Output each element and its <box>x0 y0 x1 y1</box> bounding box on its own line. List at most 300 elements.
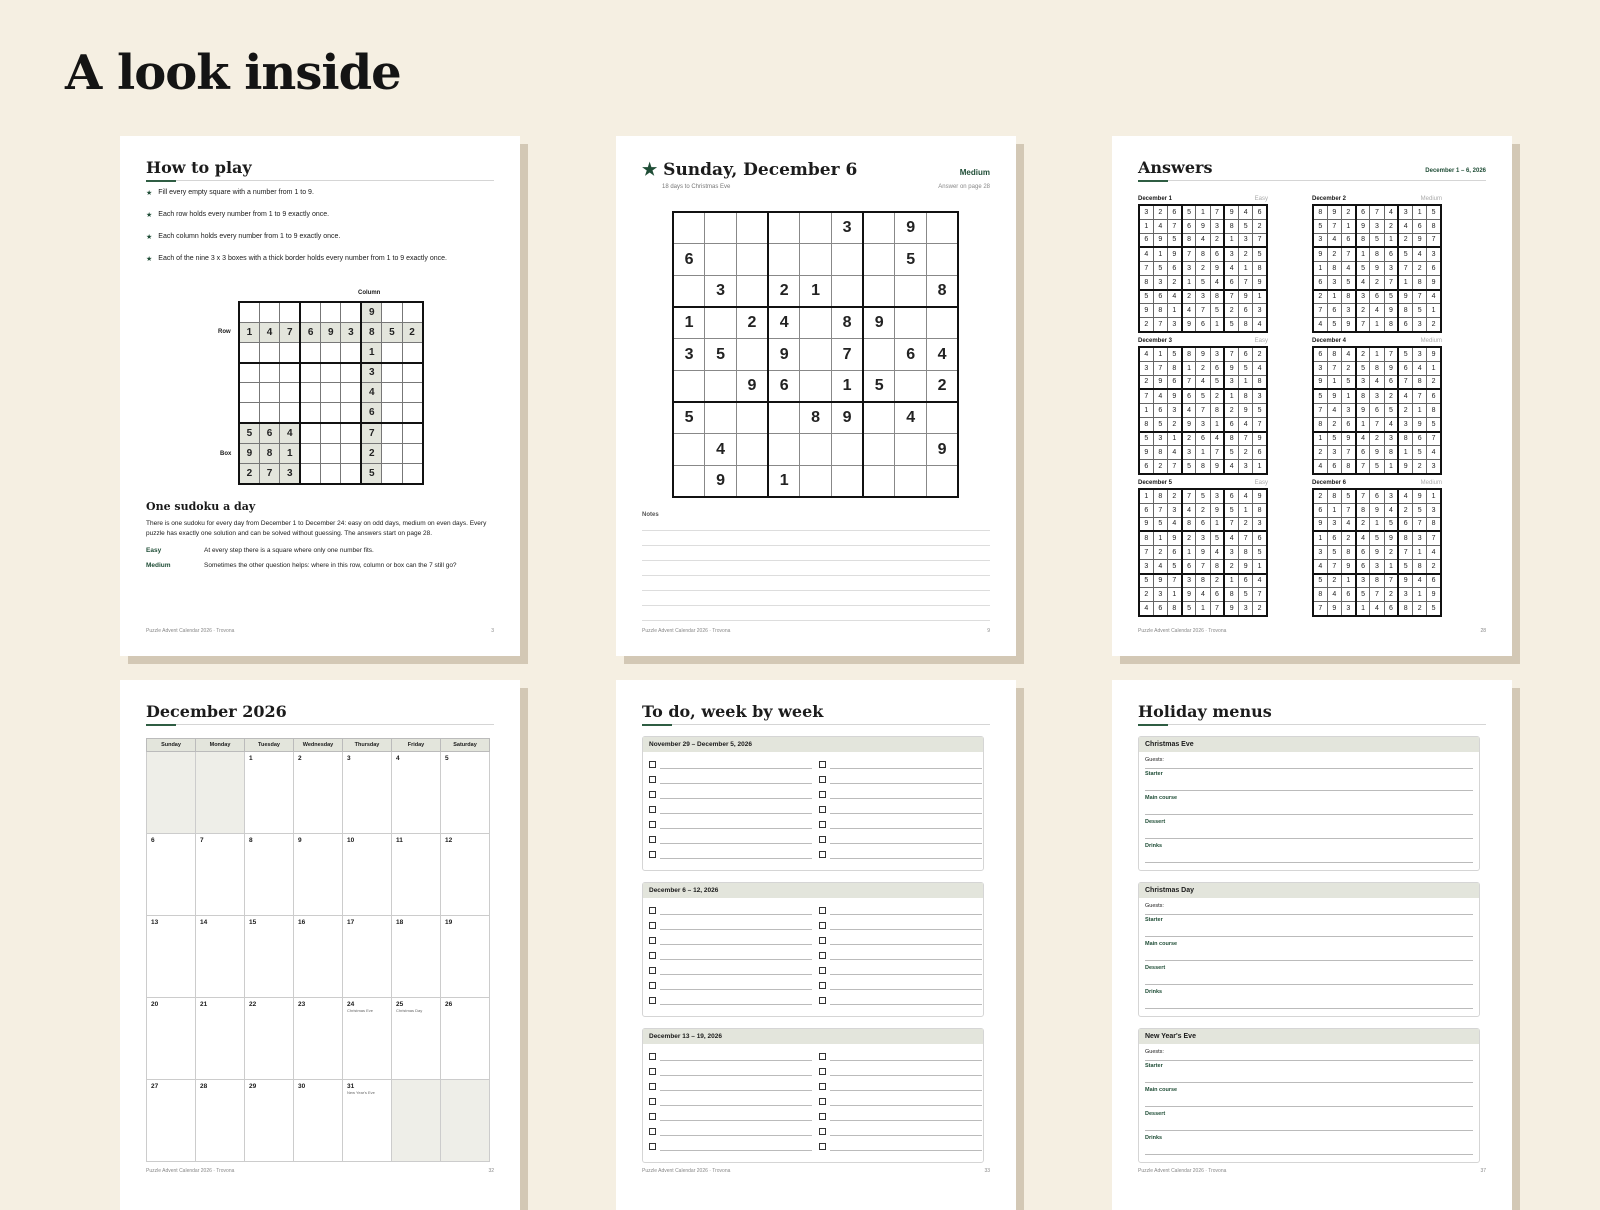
sudoku-cell <box>259 342 279 362</box>
sudoku-cell <box>280 342 300 362</box>
todo-line[interactable] <box>830 959 982 960</box>
sudoku-cell: 1 <box>1253 460 1267 474</box>
todo-checkbox[interactable] <box>649 776 656 783</box>
how-to-play-heading: How to play <box>146 158 252 177</box>
calendar-day[interactable]: 17 <box>343 916 392 998</box>
todo-checkbox[interactable] <box>819 1143 826 1150</box>
sudoku-cell: 4 <box>1427 290 1441 304</box>
sudoku-cell <box>673 275 705 307</box>
todo-line[interactable] <box>660 813 812 814</box>
sudoku-cell: 9 <box>1139 446 1153 460</box>
sudoku-cell: 4 <box>1398 219 1412 233</box>
todo-line[interactable] <box>830 1090 982 1091</box>
calendar-day[interactable]: 29 <box>245 1080 294 1162</box>
todo-checkbox[interactable] <box>819 836 826 843</box>
sudoku-cell <box>736 339 768 371</box>
sudoku-cell: 9 <box>1413 417 1427 431</box>
sudoku-cell: 9 <box>1253 432 1267 446</box>
sudoku-cell: 9 <box>1327 389 1341 403</box>
sudoku-cell: 4 <box>1370 375 1384 389</box>
todo-line[interactable] <box>660 914 812 915</box>
todo-line[interactable] <box>830 768 982 769</box>
sudoku-cell: 9 <box>736 370 768 402</box>
sudoku-cell: 5 <box>1356 361 1370 375</box>
sudoku-cell: 5 <box>1398 347 1412 361</box>
calendar-day[interactable]: 3 <box>343 752 392 834</box>
calendar-day[interactable]: 23 <box>294 998 343 1080</box>
sudoku-cell <box>736 275 768 307</box>
calendar-day[interactable]: 14 <box>196 916 245 998</box>
calendar-day[interactable] <box>196 752 245 834</box>
menu-field[interactable]: Guests: <box>1145 757 1473 769</box>
todo-line[interactable] <box>830 1135 982 1136</box>
sudoku-cell: 5 <box>1167 347 1181 361</box>
sudoku-cell: 3 <box>705 275 737 307</box>
sudoku-cell: 5 <box>1224 503 1238 517</box>
calendar-heading: December 2026 <box>146 702 287 721</box>
todo-checkbox[interactable] <box>819 982 826 989</box>
todo-checkbox[interactable] <box>819 806 826 813</box>
sudoku-cell: 8 <box>1427 219 1441 233</box>
menu-field[interactable]: Drinks <box>1145 843 1473 863</box>
sudoku-cell <box>768 212 800 244</box>
sudoku-cell <box>382 443 402 463</box>
todo-checkbox[interactable] <box>649 937 656 944</box>
sudoku-cell: 8 <box>1182 347 1196 361</box>
calendar-day[interactable]: 31 New Year's Eve <box>343 1080 392 1162</box>
sudoku-cell: 3 <box>1427 460 1441 474</box>
todo-line[interactable] <box>830 798 982 799</box>
sudoku-cell: 1 <box>1341 219 1355 233</box>
sudoku-cell: 9 <box>1313 247 1327 261</box>
todo-checkbox[interactable] <box>819 997 826 1004</box>
sudoku-cell: 9 <box>1427 275 1441 289</box>
sudoku-cell: 6 <box>1384 375 1398 389</box>
calendar-day[interactable]: 20 <box>147 998 196 1080</box>
todo-checkbox[interactable] <box>649 982 656 989</box>
todo-line[interactable] <box>660 974 812 975</box>
sudoku-cell <box>321 464 341 484</box>
sudoku-cell: 3 <box>1153 275 1167 289</box>
calendar-day[interactable]: 1 <box>245 752 294 834</box>
sudoku-cell <box>341 443 361 463</box>
sudoku-cell: 5 <box>1239 588 1253 602</box>
sudoku-cell: 5 <box>1341 489 1355 503</box>
todo-checkbox[interactable] <box>819 1053 826 1060</box>
todo-checkbox[interactable] <box>819 922 826 929</box>
todo-line[interactable] <box>660 1120 812 1121</box>
todo-checkbox[interactable] <box>649 952 656 959</box>
sudoku-cell: 4 <box>1139 347 1153 361</box>
todo-checkbox[interactable] <box>649 997 656 1004</box>
todo-line[interactable] <box>830 1075 982 1076</box>
calendar-day[interactable]: 30 <box>294 1080 343 1162</box>
todo-line[interactable] <box>830 1060 982 1061</box>
sudoku-cell: 2 <box>1327 574 1341 588</box>
sudoku-cell: 7 <box>1224 290 1238 304</box>
sudoku-cell: 9 <box>1427 347 1441 361</box>
menu-field[interactable]: Starter <box>1145 917 1473 937</box>
todo-line[interactable] <box>830 828 982 829</box>
todo-checkbox[interactable] <box>649 1098 656 1105</box>
sudoku-cell: 5 <box>1239 219 1253 233</box>
sudoku-cell <box>768 434 800 466</box>
todo-checkbox[interactable] <box>819 907 826 914</box>
todo-checkbox[interactable] <box>649 791 656 798</box>
todo-checkbox[interactable] <box>819 952 826 959</box>
todo-line[interactable] <box>830 858 982 859</box>
sudoku-cell <box>895 307 927 339</box>
sudoku-cell: 9 <box>1153 375 1167 389</box>
sudoku-cell: 1 <box>1253 290 1267 304</box>
sudoku-cell <box>800 212 832 244</box>
sudoku-cell: 3 <box>1239 460 1253 474</box>
answer-grid <box>1312 488 1442 617</box>
sudoku-cell <box>800 339 832 371</box>
sudoku-cell: 7 <box>1196 304 1210 318</box>
todo-line[interactable] <box>660 1004 812 1005</box>
menu-field[interactable]: Drinks <box>1145 1135 1473 1155</box>
todo-checkbox[interactable] <box>819 821 826 828</box>
sudoku-cell: 1 <box>1253 559 1267 573</box>
sudoku-cell: 6 <box>1413 219 1427 233</box>
week-heading: December 6 – 12, 2026 <box>643 883 983 898</box>
sudoku-cell: 8 <box>1139 275 1153 289</box>
sudoku-cell: 7 <box>1153 318 1167 332</box>
todo-line[interactable] <box>830 1120 982 1121</box>
todo-line[interactable] <box>830 783 982 784</box>
sudoku-cell: 2 <box>1356 304 1370 318</box>
calendar-day[interactable]: 15 <box>245 916 294 998</box>
sudoku-cell: 4 <box>895 402 927 434</box>
answer-level: Easy <box>1254 338 1268 344</box>
todo-checkbox[interactable] <box>819 1128 826 1135</box>
calendar-day[interactable]: 22 <box>245 998 294 1080</box>
sudoku-cell: 3 <box>1253 304 1267 318</box>
menu-field[interactable]: Starter <box>1145 1063 1473 1083</box>
menu-field[interactable]: Main course <box>1145 795 1473 815</box>
sudoku-cell: 5 <box>1253 545 1267 559</box>
todo-checkbox[interactable] <box>819 1083 826 1090</box>
sudoku-cell: 6 <box>1356 545 1370 559</box>
sudoku-cell <box>402 342 422 362</box>
todo-checkbox[interactable] <box>649 1083 656 1090</box>
todo-checkbox[interactable] <box>649 806 656 813</box>
sudoku-cell: 7 <box>1224 347 1238 361</box>
todo-line[interactable] <box>830 914 982 915</box>
sudoku-cell: 5 <box>382 322 402 342</box>
page-december-calendar <box>120 680 520 1210</box>
todo-checkbox[interactable] <box>649 821 656 828</box>
sudoku-cell: 7 <box>1384 275 1398 289</box>
sudoku-cell: 8 <box>1313 205 1327 219</box>
sudoku-cell <box>705 212 737 244</box>
calendar-day[interactable]: 21 <box>196 998 245 1080</box>
sudoku-cell: 1 <box>1153 531 1167 545</box>
sudoku-cell <box>382 383 402 403</box>
todo-checkbox[interactable] <box>819 851 826 858</box>
todo-line[interactable] <box>660 959 812 960</box>
sudoku-cell: 3 <box>1313 361 1327 375</box>
sudoku-cell: 7 <box>1356 318 1370 332</box>
sudoku-cell: 7 <box>1239 275 1253 289</box>
sudoku-cell: 9 <box>1196 545 1210 559</box>
todo-checkbox[interactable] <box>819 937 826 944</box>
sudoku-cell: 7 <box>1356 460 1370 474</box>
todo-checkbox[interactable] <box>649 851 656 858</box>
sudoku-cell <box>280 383 300 403</box>
todo-line[interactable] <box>660 1105 812 1106</box>
calendar-day[interactable]: 28 <box>196 1080 245 1162</box>
sudoku-cell: 2 <box>361 443 381 463</box>
sudoku-cell: 1 <box>1224 574 1238 588</box>
sudoku-cell: 7 <box>1224 517 1238 531</box>
todo-line[interactable] <box>830 944 982 945</box>
todo-line[interactable] <box>830 1150 982 1151</box>
todo-line[interactable] <box>660 929 812 930</box>
sudoku-cell: 3 <box>361 363 381 383</box>
todo-checkbox[interactable] <box>819 791 826 798</box>
sudoku-cell: 9 <box>1313 375 1327 389</box>
calendar-day[interactable]: 25 Christmas Day <box>392 998 441 1080</box>
answer-grid <box>1312 346 1442 475</box>
sudoku-cell: 2 <box>1341 205 1355 219</box>
sudoku-cell: 7 <box>1313 304 1327 318</box>
todo-line[interactable] <box>660 798 812 799</box>
menu-field[interactable]: Main course <box>1145 941 1473 961</box>
todo-line[interactable] <box>660 1135 812 1136</box>
sudoku-cell: 2 <box>1167 417 1181 431</box>
sudoku-cell: 3 <box>280 464 300 484</box>
rules-list <box>146 189 506 277</box>
sudoku-cell: 1 <box>768 466 800 498</box>
todo-checkbox[interactable] <box>819 967 826 974</box>
calendar-day[interactable]: 12 <box>441 834 490 916</box>
sudoku-cell: 8 <box>1196 460 1210 474</box>
sudoku-cell: 4 <box>1196 375 1210 389</box>
todo-checkbox[interactable] <box>649 1068 656 1075</box>
calendar-day[interactable]: 8 <box>245 834 294 916</box>
answer-level: Medium <box>1420 480 1442 486</box>
todo-line[interactable] <box>830 989 982 990</box>
sudoku-cell: 7 <box>1167 574 1181 588</box>
sudoku-cell: 9 <box>1341 559 1355 573</box>
sudoku-cell: 9 <box>1224 602 1238 616</box>
todo-checkbox[interactable] <box>649 967 656 974</box>
calendar-day[interactable]: 24 Christmas Eve <box>343 998 392 1080</box>
sudoku-cell: 8 <box>1327 489 1341 503</box>
todo-line[interactable] <box>830 929 982 930</box>
todo-line[interactable] <box>660 944 812 945</box>
todo-checkbox[interactable] <box>649 907 656 914</box>
sudoku-cell: 8 <box>1384 446 1398 460</box>
sudoku-cell: 5 <box>1153 517 1167 531</box>
star-icon: ★ <box>146 234 153 241</box>
sudoku-cell: 8 <box>1384 318 1398 332</box>
sudoku-cell <box>402 443 422 463</box>
sudoku-cell: 5 <box>1313 574 1327 588</box>
todo-checkbox[interactable] <box>649 836 656 843</box>
todo-checkbox[interactable] <box>649 1113 656 1120</box>
sudoku-cell: 4 <box>1398 389 1412 403</box>
sudoku-cell: 8 <box>1341 460 1355 474</box>
sudoku-cell <box>673 466 705 498</box>
todo-line[interactable] <box>660 828 812 829</box>
answer-level: Easy <box>1254 480 1268 486</box>
calendar-day[interactable]: 6 <box>147 834 196 916</box>
todo-line[interactable] <box>660 1150 812 1151</box>
todo-line[interactable] <box>660 843 812 844</box>
menu-field[interactable]: Main course <box>1145 1087 1473 1107</box>
sudoku-cell: 6 <box>1167 375 1181 389</box>
sudoku-cell: 9 <box>1239 403 1253 417</box>
sudoku-cell: 6 <box>1139 233 1153 247</box>
sudoku-cell: 8 <box>1253 261 1267 275</box>
todo-line[interactable] <box>660 768 812 769</box>
menu-field[interactable]: Dessert <box>1145 965 1473 985</box>
sudoku-cell: 5 <box>1370 460 1384 474</box>
sudoku-cell <box>300 302 320 322</box>
sudoku-cell <box>705 402 737 434</box>
sudoku-cell <box>927 402 959 434</box>
sudoku-cell: 2 <box>1398 233 1412 247</box>
calendar-day[interactable]: 18 <box>392 916 441 998</box>
sudoku-cell: 1 <box>800 275 832 307</box>
sudoku-cell: 1 <box>1239 503 1253 517</box>
calendar-day[interactable]: 4 <box>392 752 441 834</box>
sudoku-cell: 3 <box>1196 290 1210 304</box>
sudoku-cell: 3 <box>1182 261 1196 275</box>
sudoku-cell: 3 <box>1196 531 1210 545</box>
sudoku-cell: 9 <box>1327 205 1341 219</box>
sudoku-cell: 1 <box>1196 446 1210 460</box>
menu-field[interactable]: Drinks <box>1145 989 1473 1009</box>
sudoku-cell <box>402 302 422 322</box>
sudoku-cell: 7 <box>1413 517 1427 531</box>
todo-line[interactable] <box>660 783 812 784</box>
sudoku-cell: 7 <box>1370 588 1384 602</box>
todo-checkbox[interactable] <box>649 1143 656 1150</box>
calendar-day[interactable]: 13 <box>147 916 196 998</box>
todo-line[interactable] <box>660 989 812 990</box>
calendar-day[interactable]: 2 <box>294 752 343 834</box>
sudoku-cell: 4 <box>1224 460 1238 474</box>
sudoku-cell: 6 <box>1239 347 1253 361</box>
sudoku-cell: 8 <box>1224 219 1238 233</box>
sudoku-cell: 2 <box>927 370 959 402</box>
page-footer: Puzzle Advent Calendar 2026 · Trovona 28 <box>1138 628 1486 634</box>
menu-field[interactable]: Guests: <box>1145 903 1473 915</box>
calendar-event: Christmas Day <box>396 1008 423 1013</box>
sudoku-cell: 3 <box>1370 389 1384 403</box>
sudoku-cell: 6 <box>1139 460 1153 474</box>
sudoku-cell: 2 <box>1398 503 1412 517</box>
sudoku-cell: 9 <box>1210 460 1224 474</box>
sudoku-cell: 4 <box>1384 205 1398 219</box>
sudoku-cell: 9 <box>1313 517 1327 531</box>
menu-field[interactable]: Guests: <box>1145 1049 1473 1061</box>
todo-checkbox[interactable] <box>649 761 656 768</box>
sudoku-cell: 3 <box>673 339 705 371</box>
sudoku-cell: 7 <box>1327 219 1341 233</box>
todo-checkbox[interactable] <box>819 761 826 768</box>
todo-line[interactable] <box>660 858 812 859</box>
sudoku-cell: 7 <box>1413 389 1427 403</box>
calendar-day[interactable]: 10 <box>343 834 392 916</box>
menu-field[interactable]: Dessert <box>1145 1111 1473 1131</box>
menu-heading: Christmas Day <box>1139 883 1479 898</box>
sudoku-cell: 9 <box>1167 247 1181 261</box>
sudoku-cell: 1 <box>1370 517 1384 531</box>
answer-reference: Answer on page 28 <box>938 184 990 190</box>
calendar-day[interactable]: 5 <box>441 752 490 834</box>
todo-checkbox[interactable] <box>649 1053 656 1060</box>
sudoku-cell: 6 <box>1253 531 1267 545</box>
sudoku-cell: 5 <box>1224 318 1238 332</box>
sudoku-cell: 2 <box>1370 432 1384 446</box>
sudoku-cell: 5 <box>1153 417 1167 431</box>
menu-field[interactable]: Dessert <box>1145 819 1473 839</box>
week-heading: December 13 – 19, 2026 <box>643 1029 983 1044</box>
sudoku-cell: 4 <box>1182 503 1196 517</box>
calendar-day[interactable]: 9 <box>294 834 343 916</box>
todo-checkbox[interactable] <box>649 1128 656 1135</box>
sudoku-cell: 6 <box>1427 261 1441 275</box>
todo-checkbox[interactable] <box>649 922 656 929</box>
todo-line[interactable] <box>660 1090 812 1091</box>
calendar-day[interactable]: 11 <box>392 834 441 916</box>
sudoku-cell: 5 <box>1196 275 1210 289</box>
todo-line[interactable] <box>660 1060 812 1061</box>
medium-row: Medium Sometimes the other question helps: where in this row, column or box can the 7 still go? <box>146 561 457 569</box>
sudoku-cell: 1 <box>1427 489 1441 503</box>
calendar-day[interactable]: 16 <box>294 916 343 998</box>
todo-checkbox[interactable] <box>819 776 826 783</box>
sudoku-cell: 4 <box>1239 417 1253 431</box>
calendar-day[interactable] <box>147 752 196 834</box>
todo-checkbox[interactable] <box>819 1098 826 1105</box>
todo-line[interactable] <box>830 974 982 975</box>
todo-line[interactable] <box>830 843 982 844</box>
calendar-day[interactable]: 19 <box>441 916 490 998</box>
todo-line[interactable] <box>830 1004 982 1005</box>
sudoku-cell: 5 <box>1239 361 1253 375</box>
sudoku-cell: 4 <box>1413 574 1427 588</box>
sudoku-cell: 7 <box>1139 545 1153 559</box>
todo-checkbox[interactable] <box>819 1068 826 1075</box>
todo-line[interactable] <box>830 1105 982 1106</box>
sudoku-cell: 3 <box>1167 318 1181 332</box>
menu-field[interactable]: Starter <box>1145 771 1473 791</box>
todo-line[interactable] <box>830 813 982 814</box>
todo-checkbox[interactable] <box>819 1113 826 1120</box>
calendar-day[interactable]: 27 <box>147 1080 196 1162</box>
sudoku-cell <box>300 423 320 443</box>
puzzle-heading: ★ Sunday, December 6 <box>642 160 858 180</box>
sudoku-cell: 8 <box>1253 375 1267 389</box>
sudoku-cell: 3 <box>1139 205 1153 219</box>
calendar-day[interactable] <box>392 1080 441 1162</box>
sudoku-cell: 4 <box>1167 290 1181 304</box>
calendar-day[interactable] <box>441 1080 490 1162</box>
calendar-day[interactable]: 7 <box>196 834 245 916</box>
sudoku-cell: 6 <box>1153 602 1167 616</box>
calendar-day[interactable]: 26 <box>441 998 490 1080</box>
sudoku-cell <box>280 363 300 383</box>
sudoku-cell: 6 <box>361 403 381 423</box>
sudoku-cell: 6 <box>1167 545 1181 559</box>
todo-line[interactable] <box>660 1075 812 1076</box>
